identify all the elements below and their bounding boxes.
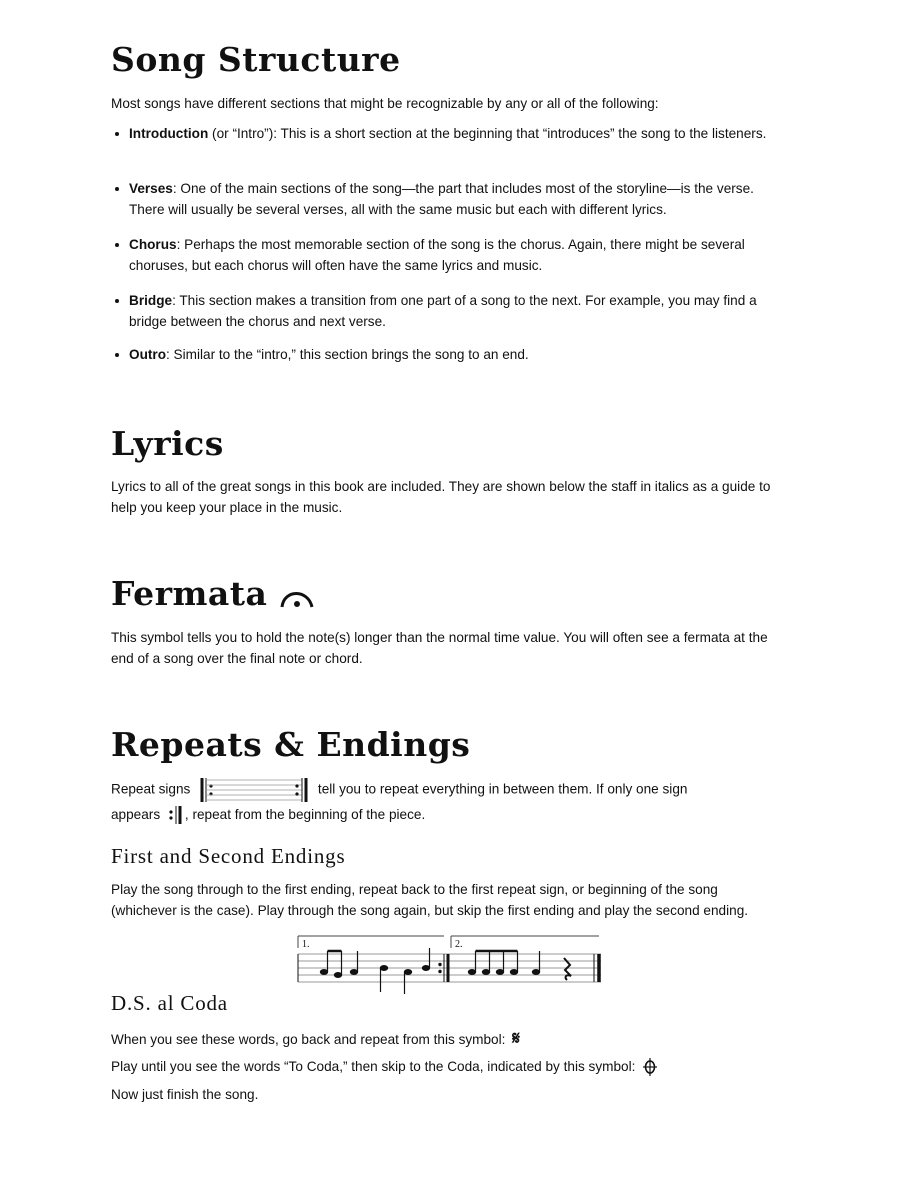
ds-line2-text: Play until you see the words “To Coda,” then skip to the Coda, indicated by this symbol: xyxy=(111,1059,636,1074)
fermata-heading: Fermata xyxy=(111,574,268,613)
list-item-verses xyxy=(129,178,789,220)
repeat-text-c: appears xyxy=(111,807,161,822)
list-item-outro xyxy=(129,344,789,365)
song-structure-heading: Song Structure xyxy=(111,40,401,79)
repeat-text-d: , repeat from the beginning of the piece. xyxy=(184,807,426,822)
segno-icon: 𝄋 xyxy=(512,1028,520,1049)
list-item-bridge xyxy=(129,290,789,332)
coda-icon xyxy=(642,1058,658,1076)
first-second-endings-heading: First and Second Endings xyxy=(111,844,346,868)
repeats-heading: Repeats & Endings xyxy=(111,725,471,764)
repeat-text-b: tell you to repeat everything in between them. If only one sign xyxy=(317,781,688,797)
desc-introduction: (or “Intro”): This is a short section at the beginning that “introduces” the song to the listeners. xyxy=(208,126,767,141)
repeat-signs-paragraph xyxy=(111,777,791,826)
lyrics-text: Lyrics to all of the great songs in this book are included. They are shown below the staff in italics as a guide to help you keep your place in the music. xyxy=(111,479,771,515)
ds-al-coda-line-3: Now just finish the song. xyxy=(111,1087,259,1102)
desc-outro: : Similar to the “intro,” this section brings the song to an end. xyxy=(166,347,529,362)
ending-2-label: 2. xyxy=(455,939,463,950)
desc-bridge: : This section makes a transition from one part of a song to the next. For example, you may find a bridge between the chorus and next verse. xyxy=(129,293,757,329)
fermata-heading-row xyxy=(111,574,318,613)
desc-verses: : One of the main sections of the song—the part that includes most of the storyline—is the verse. There will usually be several verses, all with the same music but each with different lyrics. xyxy=(129,181,754,217)
song-structure-intro: Most songs have different sections that might be recognizable by any or all of the following: xyxy=(111,96,659,111)
desc-chorus: : Perhaps the most memorable section of the song is the chorus. Again, there might be several choruses, but each chorus will often have the same lyrics and music. xyxy=(129,237,745,273)
endings-staff-example xyxy=(296,934,606,998)
ending-1-label: 1. xyxy=(302,939,310,950)
repeat-signs-icon xyxy=(198,777,310,803)
ds-line1-text: When you see these words, go back and repeat from this symbol: xyxy=(111,1032,506,1047)
list-item-chorus xyxy=(129,234,789,276)
lyrics-heading: Lyrics xyxy=(111,424,224,463)
repeat-text-a: Repeat signs xyxy=(111,781,191,797)
term-introduction: Introduction xyxy=(129,126,209,141)
end-repeat-icon xyxy=(168,805,184,825)
fermata-text: This symbol tells you to hold the note(s) longer than the normal time value. You will often see a fermata at the end of a song over the final note or chord. xyxy=(111,630,768,666)
term-bridge: Bridge xyxy=(129,293,173,308)
term-outro: Outro xyxy=(129,347,166,362)
list-item-introduction xyxy=(129,123,789,144)
term-chorus: Chorus xyxy=(129,237,177,252)
ds-al-coda-line-2 xyxy=(111,1056,658,1077)
ds-al-coda-line-1 xyxy=(111,1028,520,1050)
staff-svg xyxy=(296,934,606,998)
fermata-icon xyxy=(278,583,318,611)
first-second-endings-text: Play the song through to the first ending, repeat back to the first repeat sign, or beginning of the song (whichever is the case). Play through the song again, but skip the first ending and play the second ending. xyxy=(111,882,749,918)
ds-al-coda-heading: D.S. al Coda xyxy=(111,991,228,1015)
term-verses: Verses xyxy=(129,181,173,196)
